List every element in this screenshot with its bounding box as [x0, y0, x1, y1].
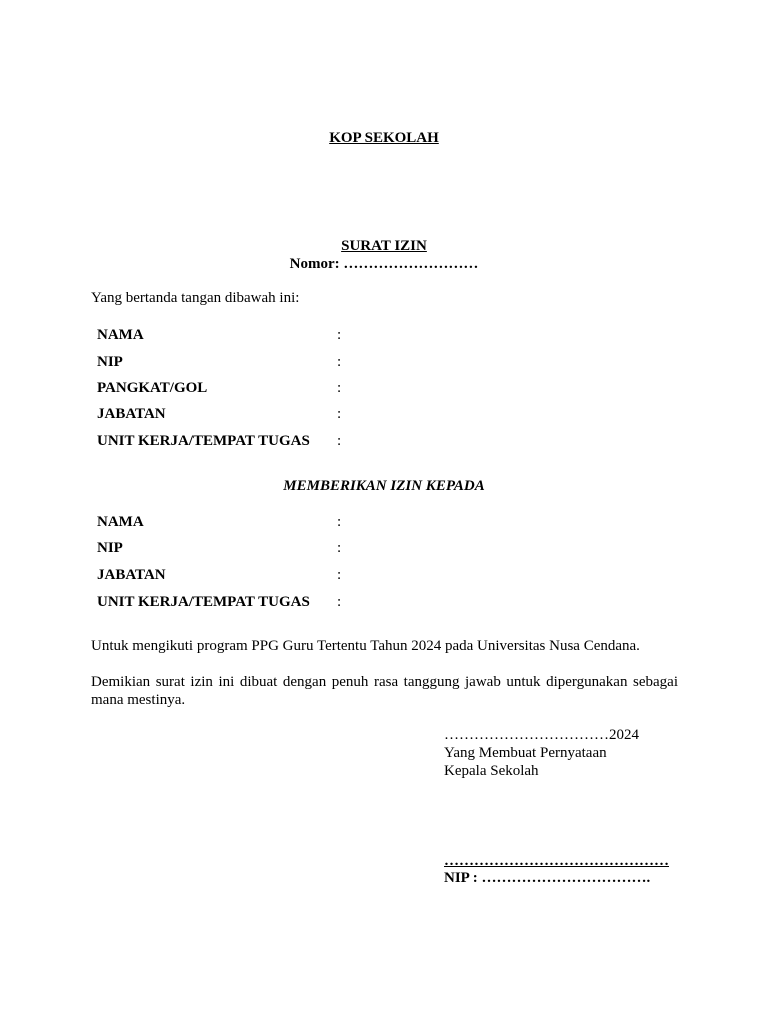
grantee-unit-colon: : — [337, 594, 342, 610]
signature-name-line: ……………………………………… — [444, 853, 669, 869]
grantor-unit-colon: : — [337, 433, 342, 449]
grantee-unit-label: UNIT KERJA/TEMPAT TUGAS — [97, 594, 310, 610]
grantee-jabatan-colon: : — [337, 567, 342, 583]
grantee-nama-label: NAMA — [97, 514, 144, 530]
signature-role-line2: Kepala Sekolah — [444, 763, 539, 779]
grantor-jabatan-label: JABATAN — [97, 406, 166, 422]
signature-date: ……………………………2024 — [444, 727, 639, 743]
grant-heading: MEMBERIKAN IZIN KEPADA — [283, 478, 485, 494]
grantor-pangkat-colon: : — [337, 380, 342, 396]
grantee-nip-colon: : — [337, 540, 342, 556]
grantor-nip-label: NIP — [97, 354, 123, 370]
signature-role-line1: Yang Membuat Pernyataan — [444, 745, 607, 761]
grantor-nama-colon: : — [337, 327, 342, 343]
grantor-nip-colon: : — [337, 354, 342, 370]
grantee-jabatan-label: JABATAN — [97, 567, 166, 583]
intro-text: Yang bertanda tangan dibawah ini: — [91, 290, 300, 306]
grantor-nama-label: NAMA — [97, 327, 144, 343]
grantee-nip-label: NIP — [97, 540, 123, 556]
letter-title: SURAT IZIN — [341, 238, 427, 254]
letter-number: Nomor: ……………………… — [289, 256, 479, 272]
letterhead: KOP SEKOLAH — [329, 130, 439, 146]
closing-paragraph: Demikian surat izin ini dibuat dengan penuh rasa tanggung jawab untuk dipergunakan sebagai mana mestinya. — [91, 674, 678, 708]
purpose-paragraph: Untuk mengikuti program PPG Guru Tertentu Tahun 2024 pada Universitas Nusa Cendana. — [91, 638, 640, 654]
grantor-pangkat-label: PANGKAT/GOL — [97, 380, 208, 396]
grantee-nama-colon: : — [337, 514, 342, 530]
signature-nip-line: NIP : ……………………………. — [444, 870, 651, 886]
grantor-jabatan-colon: : — [337, 406, 342, 422]
grantor-unit-label: UNIT KERJA/TEMPAT TUGAS — [97, 433, 310, 449]
